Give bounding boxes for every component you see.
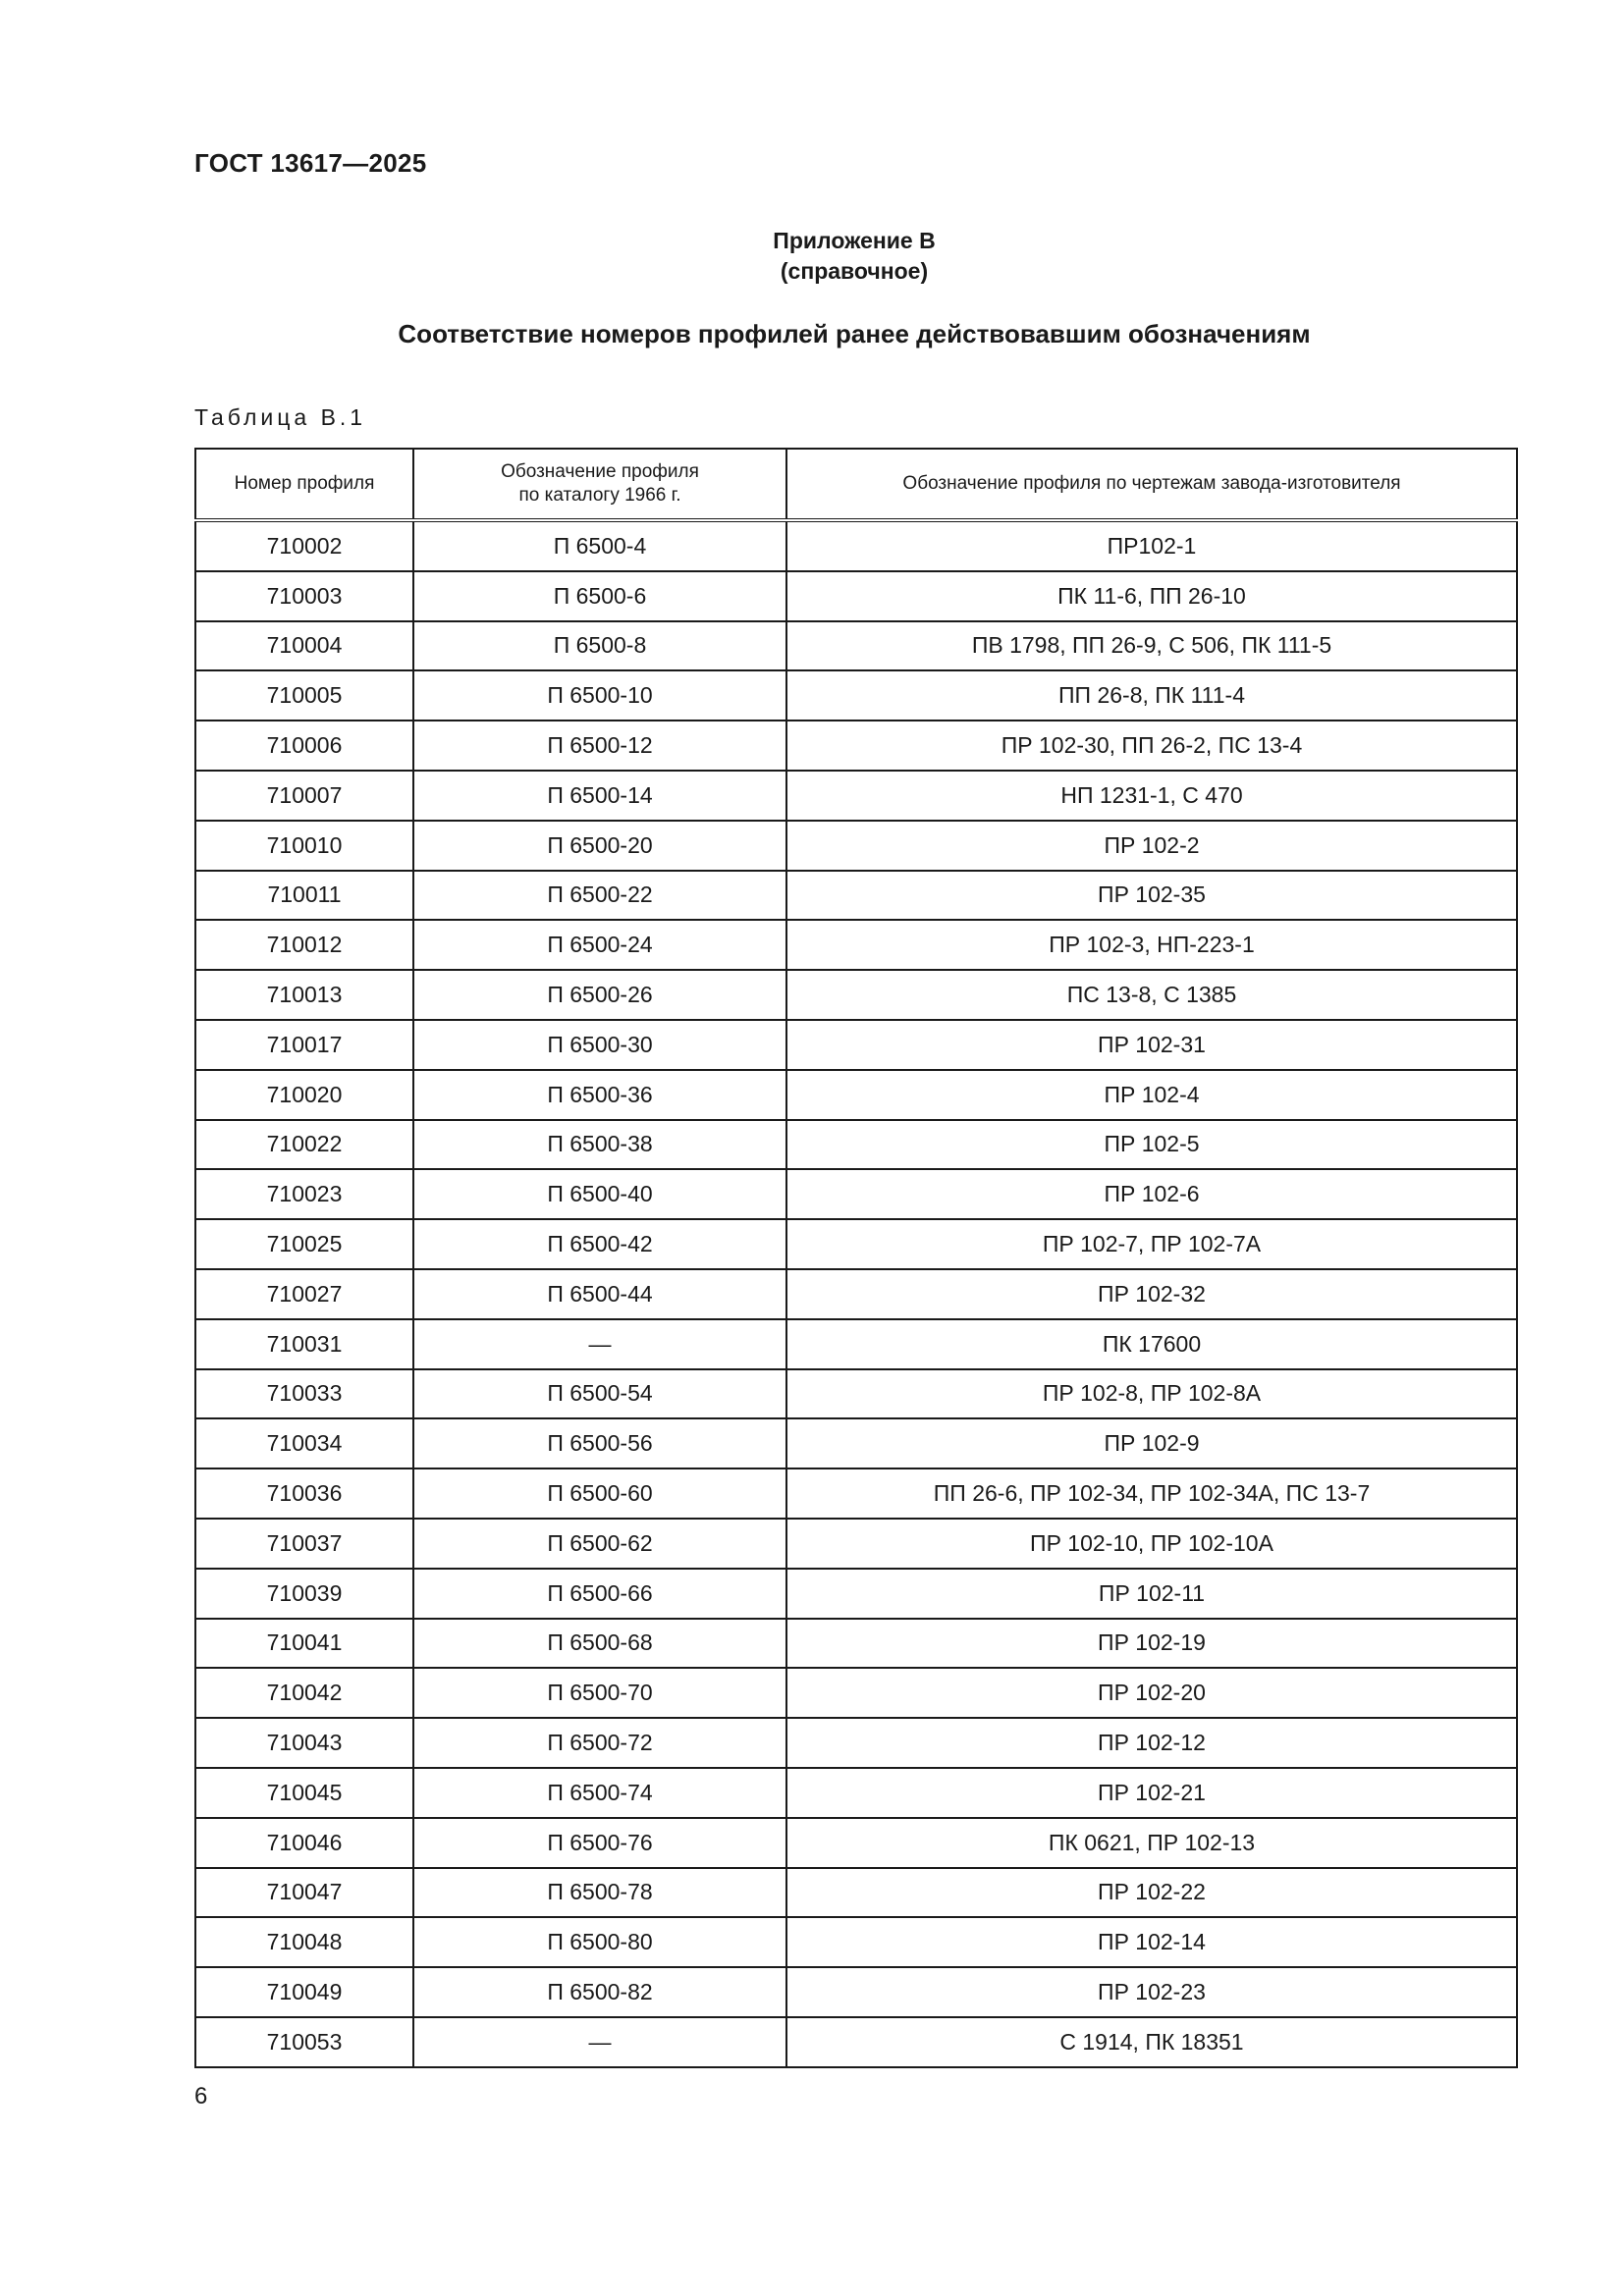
cell-factory-designation: ПР 102-10, ПР 102-10А bbox=[786, 1519, 1517, 1569]
table-row bbox=[195, 771, 1517, 821]
cell-catalog-designation: П 6500-24 bbox=[413, 920, 786, 970]
cell-profile-number: 710041 bbox=[195, 1619, 413, 1669]
table-row bbox=[195, 1369, 1517, 1419]
cell-factory-designation: ПР 102-8, ПР 102-8А bbox=[786, 1369, 1517, 1419]
table-row bbox=[195, 1569, 1517, 1619]
cell-profile-number: 710047 bbox=[195, 1868, 413, 1918]
cell-profile-number: 710013 bbox=[195, 970, 413, 1020]
table-row bbox=[195, 1668, 1517, 1718]
cell-catalog-designation: П 6500-8 bbox=[413, 621, 786, 671]
cell-factory-designation: ПР 102-5 bbox=[786, 1120, 1517, 1170]
cell-factory-designation: ПР 102-19 bbox=[786, 1619, 1517, 1669]
annex-title: Приложение В bbox=[773, 228, 936, 253]
cell-catalog-designation: П 6500-30 bbox=[413, 1020, 786, 1070]
cell-catalog-designation: П 6500-72 bbox=[413, 1718, 786, 1768]
cell-catalog-designation: П 6500-4 bbox=[413, 520, 786, 571]
annex-type: (справочное) bbox=[780, 258, 929, 284]
cell-factory-designation: ПР 102-11 bbox=[786, 1569, 1517, 1619]
table-row bbox=[195, 721, 1517, 771]
cell-catalog-designation: П 6500-68 bbox=[413, 1619, 786, 1669]
table-row bbox=[195, 1120, 1517, 1170]
table-row bbox=[195, 1619, 1517, 1669]
cell-catalog-designation: П 6500-76 bbox=[413, 1818, 786, 1868]
cell-catalog-designation: П 6500-60 bbox=[413, 1468, 786, 1519]
header-profile-number: Номер профиля bbox=[195, 449, 413, 520]
cell-catalog-designation: П 6500-22 bbox=[413, 871, 786, 921]
cell-catalog-designation: П 6500-54 bbox=[413, 1369, 786, 1419]
cell-profile-number: 710031 bbox=[195, 1319, 413, 1369]
cell-catalog-designation: П 6500-20 bbox=[413, 821, 786, 871]
table-row bbox=[195, 520, 1517, 571]
table-container bbox=[194, 448, 1516, 2068]
cell-profile-number: 710053 bbox=[195, 2017, 413, 2067]
table-row bbox=[195, 621, 1517, 671]
cell-profile-number: 710049 bbox=[195, 1967, 413, 2017]
cell-profile-number: 710042 bbox=[195, 1668, 413, 1718]
cell-factory-designation: ПР 102-7, ПР 102-7А bbox=[786, 1219, 1517, 1269]
table-row bbox=[195, 1768, 1517, 1818]
table-header-row bbox=[195, 449, 1517, 520]
table-row bbox=[195, 1169, 1517, 1219]
cell-profile-number: 710004 bbox=[195, 621, 413, 671]
cell-profile-number: 710033 bbox=[195, 1369, 413, 1419]
cell-factory-designation: ПР 102-12 bbox=[786, 1718, 1517, 1768]
cell-profile-number: 710007 bbox=[195, 771, 413, 821]
table-row bbox=[195, 1917, 1517, 1967]
cell-factory-designation: ПП 26-6, ПР 102-34, ПР 102-34А, ПС 13-7 bbox=[786, 1468, 1517, 1519]
table-body bbox=[195, 520, 1517, 2067]
cell-factory-designation: ПР 102-3, НП-223-1 bbox=[786, 920, 1517, 970]
cell-catalog-designation: П 6500-82 bbox=[413, 1967, 786, 2017]
table-row bbox=[195, 821, 1517, 871]
table-row bbox=[195, 1219, 1517, 1269]
cell-factory-designation: ПР 102-21 bbox=[786, 1768, 1517, 1818]
cell-factory-designation: ПР 102-6 bbox=[786, 1169, 1517, 1219]
cell-profile-number: 710045 bbox=[195, 1768, 413, 1818]
header-catalog-line2: по каталогу 1966 г. bbox=[518, 485, 681, 506]
cell-factory-designation: ПР 102-22 bbox=[786, 1868, 1517, 1918]
table-row bbox=[195, 1319, 1517, 1369]
cell-catalog-designation: П 6500-10 bbox=[413, 670, 786, 721]
page-number: 6 bbox=[194, 2083, 208, 2109]
cell-profile-number: 710017 bbox=[195, 1020, 413, 1070]
cell-catalog-designation: П 6500-56 bbox=[413, 1418, 786, 1468]
profiles-table bbox=[194, 448, 1518, 2068]
cell-factory-designation: ПР102-1 bbox=[786, 520, 1517, 571]
header-catalog-line1: Обозначение профиля bbox=[501, 461, 699, 482]
cell-factory-designation: ПР 102-23 bbox=[786, 1967, 1517, 2017]
cell-factory-designation: ПР 102-4 bbox=[786, 1070, 1517, 1120]
cell-profile-number: 710034 bbox=[195, 1418, 413, 1468]
table-row bbox=[195, 970, 1517, 1020]
cell-catalog-designation: П 6500-6 bbox=[413, 571, 786, 621]
cell-catalog-designation: П 6500-14 bbox=[413, 771, 786, 821]
table-row bbox=[195, 2017, 1517, 2067]
cell-factory-designation: ПР 102-30, ПП 26-2, ПС 13-4 bbox=[786, 721, 1517, 771]
cell-catalog-designation: П 6500-62 bbox=[413, 1519, 786, 1569]
cell-factory-designation: ПР 102-9 bbox=[786, 1418, 1517, 1468]
table-row bbox=[195, 920, 1517, 970]
cell-profile-number: 710039 bbox=[195, 1569, 413, 1619]
cell-catalog-designation: П 6500-44 bbox=[413, 1269, 786, 1319]
cell-factory-designation: ПР 102-14 bbox=[786, 1917, 1517, 1967]
cell-factory-designation: ПК 11-6, ПП 26-10 bbox=[786, 571, 1517, 621]
cell-factory-designation: ПР 102-20 bbox=[786, 1668, 1517, 1718]
cell-factory-designation: ПС 13-8, С 1385 bbox=[786, 970, 1517, 1020]
cell-factory-designation: С 1914, ПК 18351 bbox=[786, 2017, 1517, 2067]
table-caption: Таблица В.1 bbox=[194, 404, 367, 430]
cell-profile-number: 710003 bbox=[195, 571, 413, 621]
cell-catalog-designation: П 6500-42 bbox=[413, 1219, 786, 1269]
cell-profile-number: 710036 bbox=[195, 1468, 413, 1519]
cell-profile-number: 710022 bbox=[195, 1120, 413, 1170]
cell-factory-designation: ПР 102-32 bbox=[786, 1269, 1517, 1319]
cell-profile-number: 710037 bbox=[195, 1519, 413, 1569]
cell-profile-number: 710046 bbox=[195, 1818, 413, 1868]
cell-factory-designation: НП 1231-1, С 470 bbox=[786, 771, 1517, 821]
cell-profile-number: 710043 bbox=[195, 1718, 413, 1768]
table-row bbox=[195, 1967, 1517, 2017]
cell-profile-number: 710012 bbox=[195, 920, 413, 970]
cell-factory-designation: ПК 0621, ПР 102-13 bbox=[786, 1818, 1517, 1868]
cell-factory-designation: ПР 102-35 bbox=[786, 871, 1517, 921]
cell-catalog-designation: П 6500-26 bbox=[413, 970, 786, 1020]
table-row bbox=[195, 871, 1517, 921]
cell-catalog-designation: — bbox=[413, 1319, 786, 1369]
cell-factory-designation: ПП 26-8, ПК 111-4 bbox=[786, 670, 1517, 721]
cell-catalog-designation: П 6500-74 bbox=[413, 1768, 786, 1818]
cell-profile-number: 710048 bbox=[195, 1917, 413, 1967]
table-row bbox=[195, 1818, 1517, 1868]
cell-profile-number: 710002 bbox=[195, 520, 413, 571]
cell-factory-designation: ПР 102-31 bbox=[786, 1020, 1517, 1070]
table-row bbox=[195, 1868, 1517, 1918]
cell-factory-designation: ПК 17600 bbox=[786, 1319, 1517, 1369]
cell-catalog-designation: П 6500-66 bbox=[413, 1569, 786, 1619]
table-row bbox=[195, 1519, 1517, 1569]
table-row bbox=[195, 1070, 1517, 1120]
cell-catalog-designation: П 6500-36 bbox=[413, 1070, 786, 1120]
cell-profile-number: 710023 bbox=[195, 1169, 413, 1219]
cell-catalog-designation: П 6500-80 bbox=[413, 1917, 786, 1967]
cell-factory-designation: ПВ 1798, ПП 26-9, С 506, ПК 111-5 bbox=[786, 621, 1517, 671]
cell-profile-number: 710010 bbox=[195, 821, 413, 871]
cell-factory-designation: ПР 102-2 bbox=[786, 821, 1517, 871]
document-code: ГОСТ 13617—2025 bbox=[194, 148, 427, 178]
section-title: Соответствие номеров профилей ранее действовавшим обозначениям bbox=[398, 319, 1311, 348]
table-row bbox=[195, 1718, 1517, 1768]
table-row bbox=[195, 1020, 1517, 1070]
table-row bbox=[195, 1269, 1517, 1319]
cell-catalog-designation: — bbox=[413, 2017, 786, 2067]
cell-catalog-designation: П 6500-78 bbox=[413, 1868, 786, 1918]
cell-catalog-designation: П 6500-70 bbox=[413, 1668, 786, 1718]
cell-catalog-designation: П 6500-12 bbox=[413, 721, 786, 771]
header-catalog-1966 bbox=[413, 449, 786, 520]
cell-catalog-designation: П 6500-38 bbox=[413, 1120, 786, 1170]
header-factory-drawings: Обозначение профиля по чертежам завода-изготовителя bbox=[786, 449, 1517, 520]
table-row bbox=[195, 571, 1517, 621]
cell-profile-number: 710027 bbox=[195, 1269, 413, 1319]
cell-profile-number: 710025 bbox=[195, 1219, 413, 1269]
cell-profile-number: 710020 bbox=[195, 1070, 413, 1120]
cell-profile-number: 710005 bbox=[195, 670, 413, 721]
cell-profile-number: 710006 bbox=[195, 721, 413, 771]
cell-profile-number: 710011 bbox=[195, 871, 413, 921]
cell-catalog-designation: П 6500-40 bbox=[413, 1169, 786, 1219]
table-row bbox=[195, 1418, 1517, 1468]
table-row bbox=[195, 1468, 1517, 1519]
table-row bbox=[195, 670, 1517, 721]
